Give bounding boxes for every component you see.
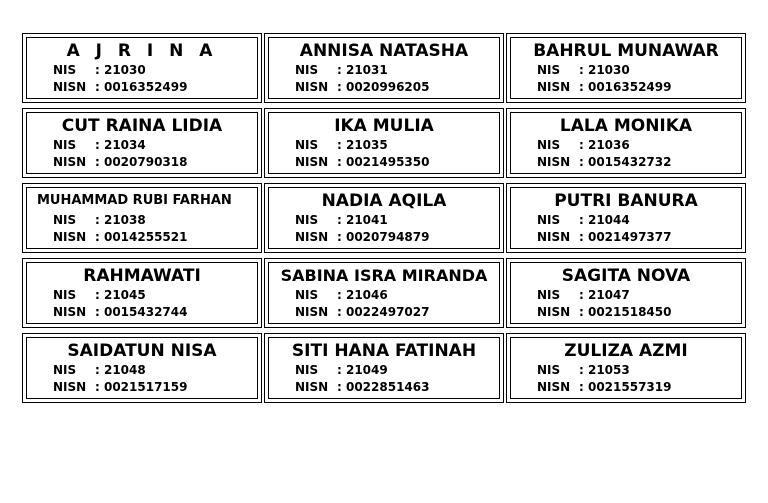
nis-label: NIS [295, 213, 319, 227]
nis-row [515, 212, 737, 229]
nis-label: NIS [295, 288, 319, 302]
nis-value: : 21047 [579, 288, 630, 302]
nisn-label: NISN [295, 380, 329, 394]
nisn-value: : 0022497027 [337, 305, 430, 319]
nisn-value: : 0021518450 [579, 305, 672, 319]
nis-label: NIS [53, 213, 77, 227]
nisn-label: NISN [537, 305, 571, 319]
nis-row [273, 62, 495, 79]
nis-value: : 21030 [95, 63, 146, 77]
nis-row [31, 212, 253, 229]
nisn-value: : 0016352499 [579, 80, 672, 94]
student-name: IKA MULIA [334, 116, 434, 136]
nisn-label: NISN [53, 305, 87, 319]
nisn-value: : 0020790318 [95, 155, 188, 169]
nisn-value: : 0021557319 [579, 380, 672, 394]
student-card [22, 108, 262, 178]
nisn-value: : 0021497377 [579, 230, 672, 244]
nis-value: : 21036 [579, 138, 630, 152]
student-card [264, 333, 504, 403]
nis-row [515, 137, 737, 154]
nis-row [273, 212, 495, 229]
nis-label: NIS [537, 138, 561, 152]
nisn-label: NISN [295, 230, 329, 244]
student-name: ANNISA NATASHA [299, 41, 469, 61]
nisn-label: NISN [537, 230, 571, 244]
nis-label: NIS [295, 363, 319, 377]
nisn-row [515, 304, 737, 321]
nisn-label: NISN [53, 230, 87, 244]
nis-row [31, 137, 253, 154]
nis-value: : 21045 [95, 288, 146, 302]
nis-value: : 21046 [337, 288, 388, 302]
nis-label: NIS [53, 288, 77, 302]
nisn-row [273, 304, 495, 321]
nis-row [273, 137, 495, 154]
nis-value: : 21044 [579, 213, 630, 227]
student-card [506, 333, 746, 403]
nis-value: : 21049 [337, 363, 388, 377]
nis-value: : 21041 [337, 213, 388, 227]
nisn-row [31, 154, 253, 171]
label-sheet [22, 33, 747, 404]
nis-row [31, 287, 253, 304]
student-card [22, 183, 262, 253]
nis-label: NIS [53, 363, 77, 377]
student-name: SAGITA NOVA [561, 266, 691, 286]
student-card [506, 33, 746, 103]
nis-row [515, 287, 737, 304]
nisn-value: : 0020794879 [337, 230, 430, 244]
student-name: RAHMAWATI [83, 266, 201, 286]
nisn-label: NISN [537, 380, 571, 394]
nis-label: NIS [537, 63, 561, 77]
nisn-value: : 0020996205 [337, 80, 430, 94]
nis-value: : 21048 [95, 363, 146, 377]
student-card [22, 33, 262, 103]
nisn-value: : 0015432732 [579, 155, 672, 169]
nisn-value: : 0016352499 [95, 80, 188, 94]
nisn-label: NISN [53, 380, 87, 394]
nis-row [273, 287, 495, 304]
student-name: NADIA AQILA [321, 191, 447, 211]
nis-value: : 21035 [337, 138, 388, 152]
nisn-label: NISN [537, 80, 571, 94]
nisn-label: NISN [295, 155, 329, 169]
nisn-row [273, 154, 495, 171]
nis-row [31, 362, 253, 379]
nis-label: NIS [537, 363, 561, 377]
nis-label: NIS [537, 288, 561, 302]
student-card [264, 183, 504, 253]
nis-row [515, 62, 737, 79]
nisn-label: NISN [537, 155, 571, 169]
nis-label: NIS [537, 213, 561, 227]
student-card [22, 258, 262, 328]
nisn-row [31, 379, 253, 396]
nis-row [515, 362, 737, 379]
nis-label: NIS [295, 63, 319, 77]
nisn-row [273, 79, 495, 96]
nis-label: NIS [53, 138, 77, 152]
student-name: SITI HANA FATINAH [291, 341, 477, 361]
nis-value: : 21031 [337, 63, 388, 77]
student-card [506, 258, 746, 328]
nisn-value: : 0021495350 [337, 155, 430, 169]
student-card [264, 33, 504, 103]
nis-row [31, 62, 253, 79]
student-card [264, 108, 504, 178]
nisn-value: : 0014255521 [95, 230, 188, 244]
nisn-row [31, 304, 253, 321]
student-name: A J R I N A [66, 41, 218, 61]
nis-value: : 21053 [579, 363, 630, 377]
nis-label: NIS [295, 138, 319, 152]
student-card [506, 108, 746, 178]
student-card [506, 183, 746, 253]
nis-row [273, 362, 495, 379]
student-name: CUT RAINA LIDIA [61, 116, 223, 136]
nisn-row [31, 79, 253, 96]
student-name: LALA MONIKA [559, 116, 693, 136]
nis-label: NIS [53, 63, 77, 77]
nisn-value: : 0022851463 [337, 380, 430, 394]
student-name: ZULIZA AZMI [564, 341, 688, 361]
nisn-value: : 0015432744 [95, 305, 188, 319]
student-name: SAIDATUN NISA [67, 341, 217, 361]
student-name: PUTRI BANURA [554, 191, 698, 211]
nis-value: : 21038 [95, 213, 146, 227]
student-name: BAHRUL MUNAWAR [533, 41, 719, 61]
nisn-row [273, 379, 495, 396]
student-card [264, 258, 504, 328]
nis-value: : 21034 [95, 138, 146, 152]
student-name: SABINA ISRA MIRANDA [280, 266, 488, 285]
nisn-row [515, 154, 737, 171]
nisn-row [515, 229, 737, 246]
nisn-label: NISN [295, 80, 329, 94]
nisn-row [273, 229, 495, 246]
nisn-label: NISN [53, 80, 87, 94]
nisn-label: NISN [53, 155, 87, 169]
nisn-value: : 0021517159 [95, 380, 188, 394]
nisn-row [31, 229, 253, 246]
nisn-row [515, 379, 737, 396]
nisn-label: NISN [295, 305, 329, 319]
student-name: MUHAMMAD RUBI FARHAN [37, 193, 232, 208]
nisn-row [515, 79, 737, 96]
nis-value: : 21030 [579, 63, 630, 77]
student-card [22, 333, 262, 403]
